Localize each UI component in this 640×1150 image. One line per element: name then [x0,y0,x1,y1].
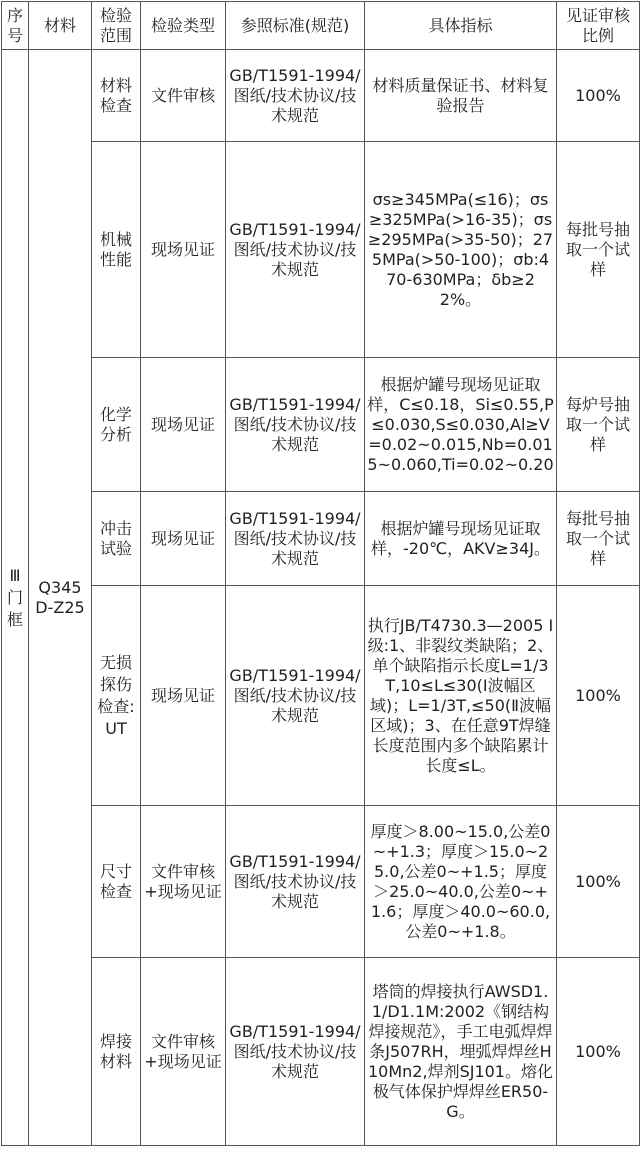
table-row [2,50,640,142]
table-row [2,958,640,1146]
table-row [2,806,640,958]
type-cell: 文件审核 [141,50,226,142]
ratio-cell: 100% [557,958,640,1146]
inspection-table [1,1,640,1146]
standard-cell: GB/T1591-1994/图纸/技术协议/技术规范 [226,806,365,958]
header-type: 检验类型 [141,2,226,50]
header-scope: 检验范围 [92,2,141,50]
header-ratio: 见证审核比例 [557,2,640,50]
scope-cell: 焊接材料 [92,958,141,1146]
scope-cell: 无损探伤检查:UT [92,586,141,806]
header-seq: 序号 [2,2,29,50]
ratio-cell: 每批号抽取一个试样 [557,492,640,586]
standard-cell: GB/T1591-1994/图纸/技术协议/技术规范 [226,586,365,806]
ratio-cell: 每炉号抽取一个试样 [557,358,640,492]
spec-cell: 厚度＞8.00~15.0,公差0~+1.3；厚度＞15.0~25.0,公差0~+1.5；厚度＞25.0~40.0,公差0~+1.6；厚度＞40.0~60.0,公差0~+1.8。 [365,806,557,958]
type-cell: 现场见证 [141,358,226,492]
type-cell: 现场见证 [141,142,226,358]
standard-cell: GB/T1591-1994/图纸/技术协议/技术规范 [226,492,365,586]
group-seq-cell: Ⅲ门框 [2,50,29,1146]
spec-cell: 材料质量保证书、材料复验报告 [365,50,557,142]
ratio-cell: 100% [557,50,640,142]
scope-cell: 冲击试验 [92,492,141,586]
header-material: 材料 [29,2,92,50]
table-row [2,492,640,586]
table-row [2,358,640,492]
spec-cell: σs≥345MPa(≤16)；σs≥325MPa(>16-35)；σs≥295MPa(>35-50)；275MPa(>50-100)；σb:470-630MPa；δb≥22%。 [365,142,557,358]
scope-cell: 机械性能 [92,142,141,358]
spec-cell: 根据炉罐号现场见证取样，C≤0.18，Si≤0.55,P≤0.030,S≤0.030,Al≥V=0.02~0.015,Nb=0.015~0.060,Ti=0.02~0.20 [365,358,557,492]
header-row [2,2,640,50]
spec-cell: 根据炉罐号现场见证取样，-20℃，AKV≥34J。 [365,492,557,586]
type-cell: 现场见证 [141,492,226,586]
table-row [2,142,640,358]
standard-cell: GB/T1591-1994/图纸/技术协议/技术规范 [226,142,365,358]
standard-cell: GB/T1591-1994/图纸/技术协议/技术规范 [226,958,365,1146]
scope-cell: 尺寸检查 [92,806,141,958]
spec-cell: 执行JB/T4730.3—2005 Ⅰ级:1、非裂纹类缺陷；2、单个缺陷指示长度L=1/3T,10≤L≤30(Ⅰ波幅区域)；L=1/3T,≤50(Ⅱ波幅区域)；3、在任意9T焊缝长度范围内多个缺陷累计长度≤L。 [365,586,557,806]
standard-cell: GB/T1591-1994/图纸/技术协议/技术规范 [226,358,365,492]
scope-cell: 材料检查 [92,50,141,142]
ratio-cell: 100% [557,586,640,806]
standard-cell: GB/T1591-1994/图纸/技术协议/技术规范 [226,50,365,142]
group-material-cell: Q345 D-Z25 [29,50,92,1146]
table-row [2,586,640,806]
ratio-cell: 100% [557,806,640,958]
scope-cell: 化学分析 [92,358,141,492]
header-spec: 具体指标 [365,2,557,50]
spec-cell: 塔筒的焊接执行AWSD1.1/D1.1M:2002《钢结构焊接规范》，手工电弧焊焊条J507RH，埋弧焊焊丝H10Mn2,焊剂SJ101。熔化极气体保护焊焊丝ER50-G。 [365,958,557,1146]
header-standard: 参照标准(规范) [226,2,365,50]
type-cell: 文件审核+现场见证 [141,806,226,958]
ratio-cell: 每批号抽取一个试样 [557,142,640,358]
type-cell: 文件审核+现场见证 [141,958,226,1146]
type-cell: 现场见证 [141,586,226,806]
